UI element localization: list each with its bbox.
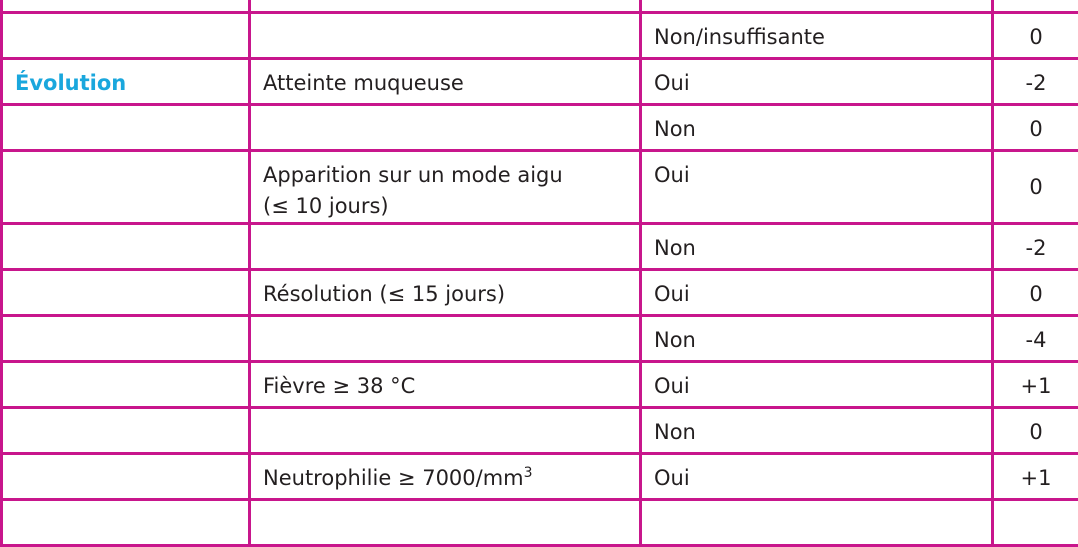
criterion-cell xyxy=(250,224,641,270)
criterion-cell xyxy=(250,105,641,151)
table-row xyxy=(2,316,1078,362)
score-cell: -4 xyxy=(993,316,1078,362)
answer-cell xyxy=(641,0,993,13)
criterion-line-2: (≤ 10 jours) xyxy=(263,194,389,218)
table-row xyxy=(2,270,1078,316)
category-cell xyxy=(2,270,250,316)
criterion-text: Neutrophilie ≥ 7000/mm xyxy=(263,466,524,490)
criterion-line-1: Apparition sur un mode aigu xyxy=(263,163,563,187)
superscript: 3 xyxy=(524,465,533,481)
category-cell xyxy=(2,13,250,59)
category-cell xyxy=(2,151,250,224)
criterion-cell xyxy=(250,151,641,224)
table-row xyxy=(2,59,1078,105)
score-cell xyxy=(993,0,1078,13)
table-row xyxy=(2,13,1078,59)
category-cell xyxy=(2,316,250,362)
table-row xyxy=(2,0,1078,13)
criterion-cell xyxy=(250,316,641,362)
criterion-cell xyxy=(250,408,641,454)
category-cell xyxy=(2,59,250,105)
category-cell xyxy=(2,408,250,454)
answer-cell: Oui xyxy=(641,270,993,316)
criterion-cell: Résolution (≤ 15 jours) xyxy=(250,270,641,316)
score-cell: +1 xyxy=(993,362,1078,408)
table-row xyxy=(2,362,1078,408)
criterion-cell: Atteinte muqueuse xyxy=(250,59,641,105)
score-cell: 0 xyxy=(993,270,1078,316)
category-cell xyxy=(2,500,250,546)
table-row xyxy=(2,105,1078,151)
criterion-cell xyxy=(250,454,641,500)
answer-cell: Non/insuffisante xyxy=(641,13,993,59)
table-row xyxy=(2,454,1078,500)
answer-cell: Non xyxy=(641,316,993,362)
score-cell xyxy=(993,500,1078,546)
criterion-cell xyxy=(250,500,641,546)
answer-cell: Oui xyxy=(641,362,993,408)
score-cell: 0 xyxy=(993,13,1078,59)
answer-cell: Non xyxy=(641,408,993,454)
answer-cell: Non xyxy=(641,224,993,270)
category-cell xyxy=(2,362,250,408)
score-cell: 0 xyxy=(993,151,1078,224)
table-row xyxy=(2,224,1078,270)
category-cell xyxy=(2,454,250,500)
criterion-cell: Fièvre ≥ 38 °C xyxy=(250,362,641,408)
category-cell xyxy=(2,224,250,270)
answer-cell: Non xyxy=(641,105,993,151)
category-cell xyxy=(2,0,250,13)
answer-cell: Oui xyxy=(641,454,993,500)
table-row xyxy=(2,151,1078,224)
answer-cell xyxy=(641,500,993,546)
table-row xyxy=(2,408,1078,454)
category-label: Évolution xyxy=(15,71,126,95)
criterion-cell xyxy=(250,13,641,59)
category-cell xyxy=(2,105,250,151)
table-row xyxy=(2,500,1078,546)
score-cell: 0 xyxy=(993,408,1078,454)
answer-cell: Oui xyxy=(641,151,993,224)
criterion-cell xyxy=(250,0,641,13)
score-cell: 0 xyxy=(993,105,1078,151)
answer-cell: Oui xyxy=(641,59,993,105)
score-cell: +1 xyxy=(993,454,1078,500)
score-cell: -2 xyxy=(993,224,1078,270)
score-cell: -2 xyxy=(993,59,1078,105)
